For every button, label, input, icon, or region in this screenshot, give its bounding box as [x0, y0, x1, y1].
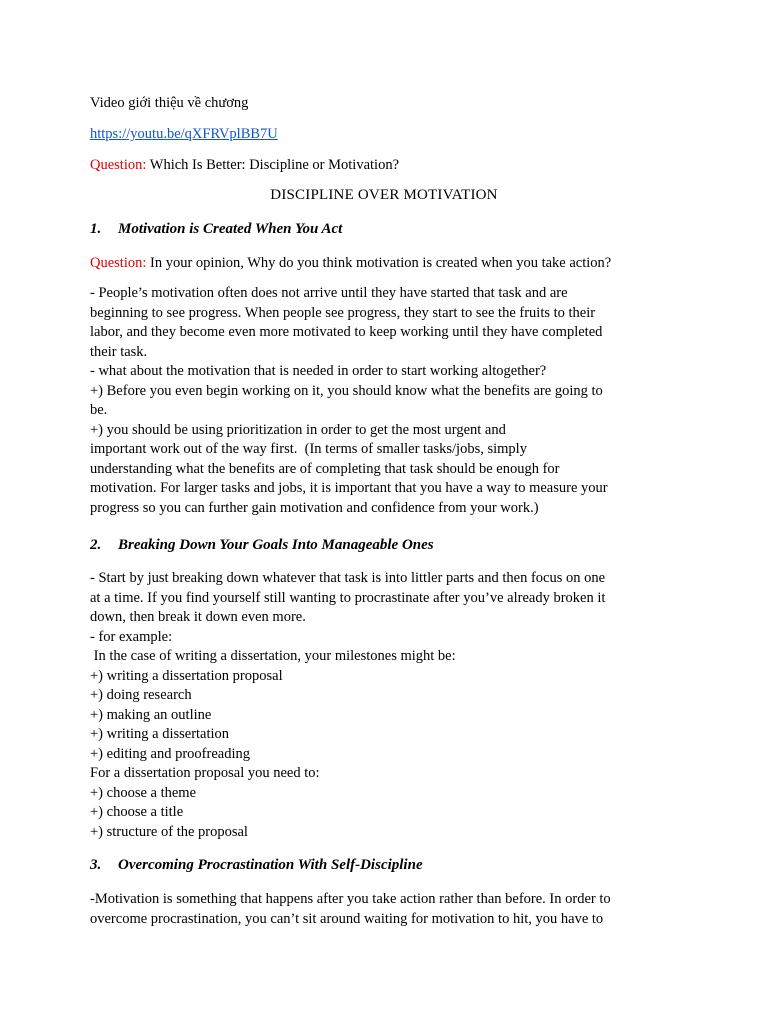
- body-line: +) doing research: [90, 687, 192, 703]
- body-line: be.: [90, 402, 108, 418]
- body-line: down, then break it down even more.: [90, 609, 306, 625]
- question-label: Question:: [90, 255, 147, 271]
- section-heading-1: [90, 221, 342, 238]
- question-label: Question:: [90, 157, 147, 173]
- body-line: +) you should be using prioritization in order to get the most urgent and: [90, 421, 506, 438]
- body-line: +) choose a title: [90, 804, 184, 820]
- body-line: understanding what the benefits are of completing that task should be enough for: [90, 460, 560, 477]
- section-heading-2: [90, 537, 434, 554]
- body-line: +) editing and proofreading: [90, 745, 250, 762]
- section-body-2: [90, 569, 690, 842]
- body-line: +) making an outline: [90, 706, 212, 723]
- main-question: [90, 156, 690, 176]
- section-number: 1.: [90, 221, 102, 237]
- body-line: overcome procrastination, you can’t sit around waiting for motivation to hit, you have to: [90, 910, 604, 927]
- body-line: -Motivation is something that happens after you take action rather than before. In order to: [90, 891, 611, 907]
- section-question: [90, 254, 690, 274]
- body-line: at a time. If you find yourself still wanting to procrastinate after you’ve already broken it: [90, 589, 606, 606]
- body-line: labor, and they become even more motivated to keep working until they have completed: [90, 324, 603, 340]
- body-line: +) writing a dissertation proposal: [90, 667, 283, 684]
- body-line: important work out of the way first. (In terms of smaller tasks/jobs, simply: [90, 441, 527, 457]
- body-line: In the case of writing a dissertation, your milestones might be:: [90, 648, 456, 664]
- body-line: - Start by just breaking down whatever that task is into littler parts and then focus on one: [90, 570, 606, 586]
- section-title: Motivation is Created When You Act: [118, 221, 343, 237]
- body-line: +) structure of the proposal: [90, 823, 248, 840]
- body-line: +) Before you even begin working on it, you should know what the benefits are going to: [90, 382, 603, 399]
- video-link[interactable]: https://youtu.be/qXFRVplBB7U: [90, 126, 278, 142]
- section-heading-3: [90, 857, 423, 874]
- section-title: Breaking Down Your Goals Into Manageable Ones: [118, 537, 434, 553]
- section-number: 3.: [90, 857, 102, 873]
- intro-label: Video giới thiệu về chương: [90, 95, 249, 111]
- body-line: +) choose a theme: [90, 784, 197, 801]
- body-line: For a dissertation proposal you need to:: [90, 765, 320, 781]
- question-text: In your opinion, Why do you think motivation is created when you take action?: [146, 255, 612, 271]
- body-line: - for example:: [90, 628, 173, 645]
- section-body-1: [90, 284, 690, 518]
- section-number: 2.: [90, 537, 102, 553]
- body-line: progress so you can further gain motivation and confidence from your work.): [90, 499, 539, 516]
- body-line: their task.: [90, 343, 148, 360]
- section-title: Overcoming Procrastination With Self-Discipline: [118, 857, 423, 873]
- body-line: +) writing a dissertation: [90, 726, 230, 742]
- document-title: DISCIPLINE OVER MOTIVATION: [270, 187, 498, 203]
- body-line: - what about the motivation that is needed in order to start working altogether?: [90, 363, 547, 379]
- body-line: motivation. For larger tasks and jobs, it is important that you have a way to measure your: [90, 480, 608, 496]
- question-text: Which Is Better: Discipline or Motivation?: [146, 157, 400, 173]
- section-body-3: [90, 890, 690, 929]
- body-line: - People’s motivation often does not arrive until they have started that task and are: [90, 285, 568, 301]
- body-line: beginning to see progress. When people see progress, they start to see the fruits to their: [90, 304, 596, 321]
